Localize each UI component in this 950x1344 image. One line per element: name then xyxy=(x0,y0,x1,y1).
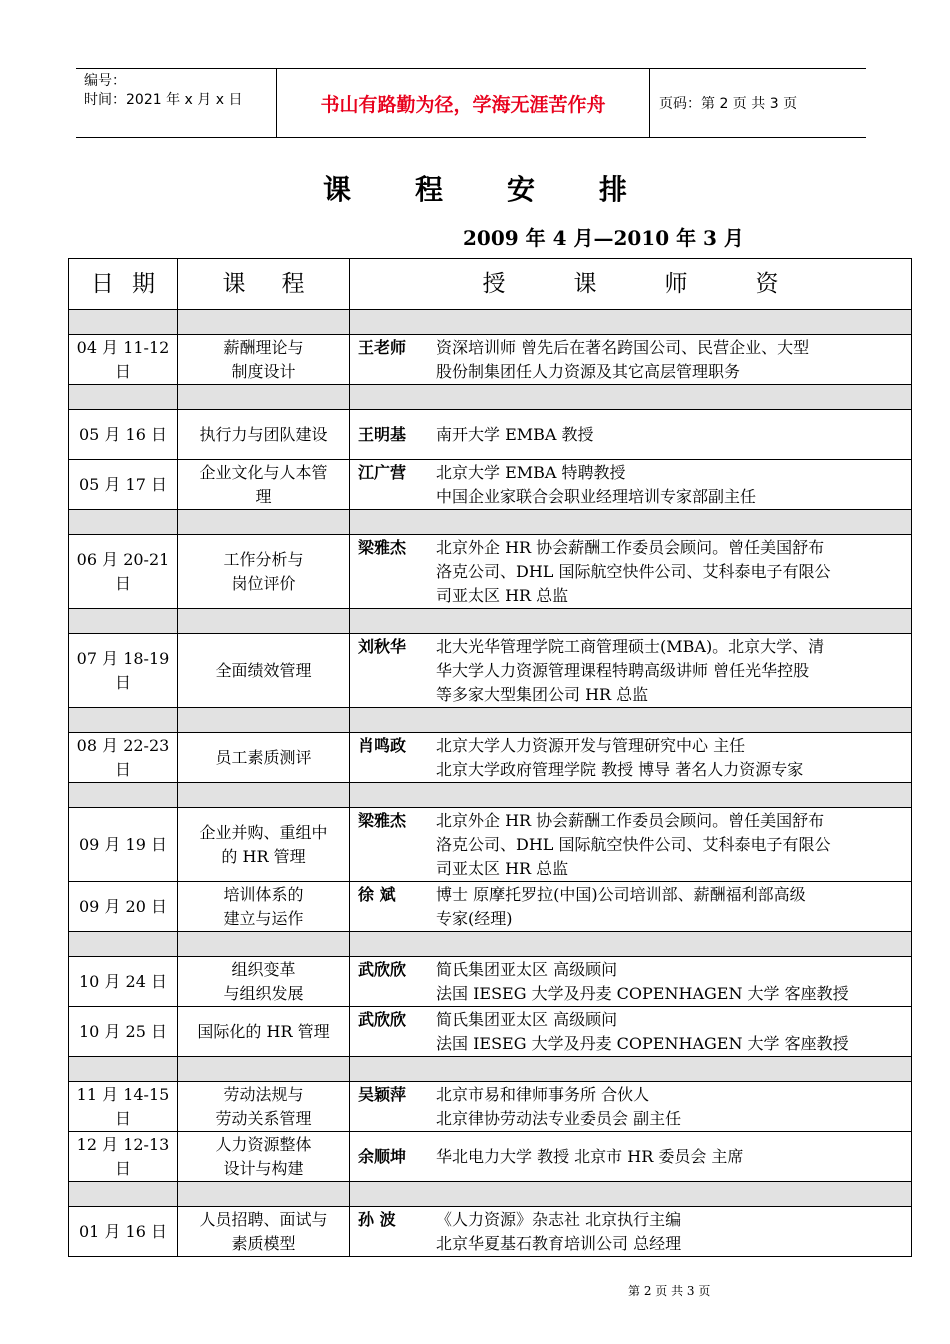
instructor-desc-line: 简氏集团亚太区 高级顾问 xyxy=(436,1009,618,1029)
instructor-name: 武欣欣 xyxy=(358,959,407,979)
instructor-desc xyxy=(436,1208,905,1256)
course-cell: 企业文化与人本管 理 xyxy=(178,460,350,510)
instructor-desc-line: 南开大学 EMBA 教授 xyxy=(436,424,594,444)
instructor-cell xyxy=(350,335,912,385)
instructor-desc xyxy=(436,734,905,782)
date-cell: 05 月 16 日 xyxy=(69,410,178,460)
instructor-desc xyxy=(436,461,905,509)
instructor-name: 梁雅杰 xyxy=(358,537,407,557)
gap-cell xyxy=(69,1057,178,1082)
gap-cell xyxy=(178,1182,350,1207)
table-gap-row xyxy=(69,609,912,634)
instructor-name: 孙 波 xyxy=(358,1209,396,1229)
instructor-name: 刘秋华 xyxy=(358,636,407,656)
instructor-desc-line: 等多家大型集团公司 HR 总监 xyxy=(436,684,649,704)
gap-cell xyxy=(178,932,350,957)
table-gap-row xyxy=(69,385,912,410)
table-row xyxy=(69,410,912,460)
gap-cell xyxy=(350,932,912,957)
instructor-cell xyxy=(350,1132,912,1182)
instructor-desc xyxy=(436,1145,905,1169)
table-row xyxy=(69,733,912,783)
instructor-name: 王明基 xyxy=(358,424,407,444)
instructor-desc-line: 司亚太区 HR 总监 xyxy=(436,585,569,605)
gap-cell xyxy=(69,385,178,410)
instructor-cell xyxy=(350,1007,912,1057)
instructor-cell xyxy=(350,535,912,609)
instructor-desc-line: 博士 原摩托罗拉(中国)公司培训部、薪酬福利部高级 xyxy=(436,884,806,904)
table-row xyxy=(69,460,912,510)
instructor-wrap xyxy=(358,1145,905,1169)
gap-cell xyxy=(178,708,350,733)
gap-cell xyxy=(350,510,912,535)
course-cell: 执行力与团队建设 xyxy=(178,410,350,460)
gap-cell xyxy=(69,783,178,808)
instructor-wrap xyxy=(358,536,905,608)
instructor-wrap xyxy=(358,1208,905,1256)
instructor-desc-line: 北京外企 HR 协会薪酬工作委员会顾问。曾任美国舒布 xyxy=(436,810,825,830)
instructor-desc-line: 北京市易和律师事务所 合伙人 xyxy=(436,1084,650,1104)
instructor-desc-line: 北大光华管理学院工商管理硕士(MBA)。北京大学、清 xyxy=(436,636,825,656)
instructor-desc xyxy=(436,883,905,931)
instructor-desc-line: 华北电力大学 教授 北京市 HR 委员会 主席 xyxy=(436,1146,744,1166)
page-footer: 第 2 页 共 3 页 xyxy=(628,1284,711,1298)
table-row xyxy=(69,957,912,1007)
header-course: 课程 xyxy=(178,259,350,310)
table-row xyxy=(69,1082,912,1132)
instructor-name: 王老师 xyxy=(358,337,407,357)
table-gap-row xyxy=(69,1057,912,1082)
schedule-table xyxy=(68,258,912,1257)
instructor-name: 肖鸣政 xyxy=(358,735,407,755)
gap-cell xyxy=(178,385,350,410)
instructor-wrap xyxy=(358,734,905,782)
table-gap-row xyxy=(69,932,912,957)
date-cell: 06 月 20-21 日 xyxy=(69,535,178,609)
table-gap-row xyxy=(69,708,912,733)
instructor-desc-line: 法国 IESEG 大学及丹麦 COPENHAGEN 大学 客座教授 xyxy=(436,1033,849,1053)
instructor-desc-line: 北京华夏基石教育培训公司 总经理 xyxy=(436,1233,682,1253)
number-label: 编号： xyxy=(84,73,126,89)
instructor-name: 梁雅杰 xyxy=(358,810,407,830)
table-gap-row xyxy=(69,783,912,808)
gap-cell xyxy=(69,708,178,733)
instructor-desc xyxy=(436,1083,905,1131)
date-cell: 08 月 22-23 日 xyxy=(69,733,178,783)
instructor-desc-line: 简氏集团亚太区 高级顾问 xyxy=(436,959,618,979)
instructor-wrap xyxy=(358,1008,905,1056)
date-cell: 11 月 14-15 日 xyxy=(69,1082,178,1132)
table-header-row xyxy=(69,259,912,310)
header-meta xyxy=(76,69,277,137)
instructor-desc xyxy=(436,536,905,608)
time-label: 时间：2021 年 x 月 x 日 xyxy=(84,92,243,108)
table-row xyxy=(69,1207,912,1257)
table-row xyxy=(69,1132,912,1182)
instructor-cell xyxy=(350,634,912,708)
instructor-wrap xyxy=(358,635,905,707)
gap-cell xyxy=(69,932,178,957)
course-cell: 劳动法规与 劳动关系管理 xyxy=(178,1082,350,1132)
instructor-wrap xyxy=(358,423,905,447)
gap-cell xyxy=(178,783,350,808)
instructor-name: 江广营 xyxy=(358,462,407,482)
document-subtitle: 2009 年 4 月—2010 年 3 月 xyxy=(463,226,744,250)
course-cell: 人力资源整体 设计与构建 xyxy=(178,1132,350,1182)
table-row xyxy=(69,1007,912,1057)
schedule-body xyxy=(69,310,912,1257)
gap-cell xyxy=(350,1182,912,1207)
instructor-cell xyxy=(350,1207,912,1257)
instructor-desc xyxy=(436,1008,905,1056)
instructor-cell xyxy=(350,808,912,882)
course-cell: 人员招聘、面试与 素质模型 xyxy=(178,1207,350,1257)
instructor-desc-line: 北京大学政府管理学院 教授 博导 著名人力资源专家 xyxy=(436,759,804,779)
instructor-cell xyxy=(350,882,912,932)
gap-cell xyxy=(350,609,912,634)
instructor-desc-line: 洛克公司、DHL 国际航空快件公司、艾科泰电子有限公 xyxy=(436,834,831,854)
header-page-label: 页码：第 2 页 共 3 页 xyxy=(659,96,798,112)
gap-cell xyxy=(178,1057,350,1082)
table-gap-row xyxy=(69,310,912,335)
table-row xyxy=(69,634,912,708)
instructor-wrap xyxy=(358,958,905,1006)
instructor-desc xyxy=(436,958,905,1006)
gap-cell xyxy=(178,310,350,335)
instructor-desc-line: 股份制集团任人力资源及其它高层管理职务 xyxy=(436,361,741,381)
date-cell: 10 月 24 日 xyxy=(69,957,178,1007)
header-instructor: 授课师资 xyxy=(350,259,912,310)
instructor-desc-line: 资深培训师 曾先后在著名跨国公司、民营企业、大型 xyxy=(436,337,810,357)
gap-cell xyxy=(69,1182,178,1207)
instructor-desc-line: 法国 IESEG 大学及丹麦 COPENHAGEN 大学 客座教授 xyxy=(436,983,849,1003)
instructor-name: 武欣欣 xyxy=(358,1009,407,1029)
instructor-desc-line: 专家(经理) xyxy=(436,908,513,928)
course-cell: 工作分析与 岗位评价 xyxy=(178,535,350,609)
date-cell: 05 月 17 日 xyxy=(69,460,178,510)
table-gap-row xyxy=(69,1182,912,1207)
instructor-desc xyxy=(436,336,905,384)
course-cell: 培训体系的 建立与运作 xyxy=(178,882,350,932)
instructor-cell xyxy=(350,410,912,460)
instructor-desc-line: 司亚太区 HR 总监 xyxy=(436,858,569,878)
instructor-name: 徐 斌 xyxy=(358,884,396,904)
course-cell: 薪酬理论与 制度设计 xyxy=(178,335,350,385)
instructor-desc-line: 北京大学 EMBA 特聘教授 xyxy=(436,462,626,482)
instructor-wrap xyxy=(358,809,905,881)
date-cell: 09 月 19 日 xyxy=(69,808,178,882)
gap-cell xyxy=(69,609,178,634)
instructor-desc-line: 北京大学人力资源开发与管理研究中心 主任 xyxy=(436,735,746,755)
gap-cell xyxy=(178,510,350,535)
course-cell: 员工素质测评 xyxy=(178,733,350,783)
gap-cell xyxy=(350,385,912,410)
gap-cell xyxy=(350,310,912,335)
instructor-cell xyxy=(350,1082,912,1132)
document-title: 课程安排 xyxy=(322,173,691,206)
gap-cell xyxy=(69,510,178,535)
gap-cell xyxy=(350,783,912,808)
course-cell: 全面绩效管理 xyxy=(178,634,350,708)
table-gap-row xyxy=(69,510,912,535)
date-cell: 07 月 18-19 日 xyxy=(69,634,178,708)
table-row xyxy=(69,535,912,609)
instructor-desc xyxy=(436,423,905,447)
instructor-wrap xyxy=(358,461,905,509)
table-row xyxy=(69,808,912,882)
table-row xyxy=(69,335,912,385)
course-cell: 组织变革 与组织发展 xyxy=(178,957,350,1007)
header-date: 日期 xyxy=(69,259,178,310)
instructor-desc xyxy=(436,809,905,881)
instructor-name: 吴颖萍 xyxy=(358,1084,407,1104)
date-cell: 10 月 25 日 xyxy=(69,1007,178,1057)
instructor-desc-line: 《人力资源》杂志社 北京执行主编 xyxy=(436,1209,682,1229)
instructor-wrap xyxy=(358,336,905,384)
gap-cell xyxy=(178,609,350,634)
instructor-desc-line: 北京外企 HR 协会薪酬工作委员会顾问。曾任美国舒布 xyxy=(436,537,825,557)
instructor-cell xyxy=(350,957,912,1007)
table-row xyxy=(69,882,912,932)
instructor-desc-line: 洛克公司、DHL 国际航空快件公司、艾科泰电子有限公 xyxy=(436,561,831,581)
instructor-name: 余顺坤 xyxy=(358,1146,407,1166)
gap-cell xyxy=(350,708,912,733)
course-cell: 企业并购、重组中 的 HR 管理 xyxy=(178,808,350,882)
instructor-desc-line: 华大学人力资源管理课程特聘高级讲师 曾任光华控股 xyxy=(436,660,810,680)
gap-cell xyxy=(69,310,178,335)
date-cell: 09 月 20 日 xyxy=(69,882,178,932)
date-cell: 12 月 12-13 日 xyxy=(69,1132,178,1182)
instructor-cell xyxy=(350,460,912,510)
instructor-desc-line: 北京律协劳动法专业委员会 副主任 xyxy=(436,1108,682,1128)
page-header xyxy=(76,68,866,138)
instructor-desc-line: 中国企业家联合会职业经理培训专家部副主任 xyxy=(436,486,757,506)
gap-cell xyxy=(350,1057,912,1082)
instructor-cell xyxy=(350,733,912,783)
course-cell: 国际化的 HR 管理 xyxy=(178,1007,350,1057)
header-motto: 书山有路勤为径，学海无涯苦作舟 xyxy=(277,69,650,137)
instructor-wrap xyxy=(358,883,905,931)
instructor-wrap xyxy=(358,1083,905,1131)
date-cell: 01 月 16 日 xyxy=(69,1207,178,1257)
date-cell: 04 月 11-12 日 xyxy=(69,335,178,385)
instructor-desc xyxy=(436,635,905,707)
